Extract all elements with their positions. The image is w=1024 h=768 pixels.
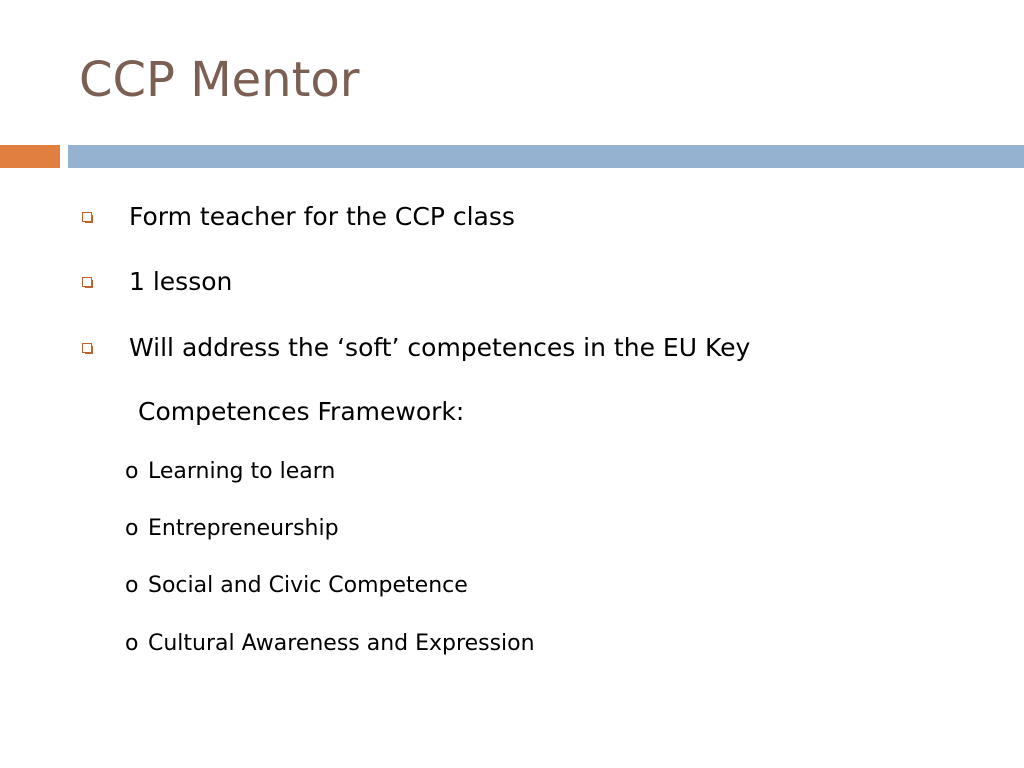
sub-list-item [125, 458, 335, 486]
bullet-item [82, 331, 750, 363]
bullet-text: Form teacher for the CCP class [129, 201, 515, 231]
slide-title: CCP Mentor [79, 52, 360, 108]
bullet-text: Will address the ‘soft’ competences in the EU Key [129, 332, 751, 362]
sub-list-item [125, 630, 535, 658]
title-accent-bar [0, 145, 60, 168]
bullet-continuation-text: Competences Framework: [138, 397, 465, 426]
sub-item-text: Entrepreneurship [148, 516, 339, 541]
sub-item-text: Cultural Awareness and Expression [148, 631, 535, 656]
checkbox-bullet-icon [82, 210, 94, 222]
sub-bullet-marker: o [125, 516, 139, 541]
bullet-item [82, 200, 515, 232]
checkbox-bullet-icon [82, 275, 94, 287]
bullet-item [82, 265, 232, 297]
bullet-text: 1 lesson [129, 266, 233, 296]
title-underline-bar [68, 145, 1024, 168]
sub-bullet-marker: o [125, 631, 139, 656]
sub-item-text: Learning to learn [148, 459, 336, 484]
sub-bullet-marker: o [125, 459, 139, 484]
sub-list-item [125, 572, 468, 600]
sub-bullet-marker: o [125, 573, 139, 598]
checkbox-bullet-icon [82, 341, 94, 353]
sub-list-item [125, 515, 339, 543]
sub-item-text: Social and Civic Competence [148, 573, 468, 598]
